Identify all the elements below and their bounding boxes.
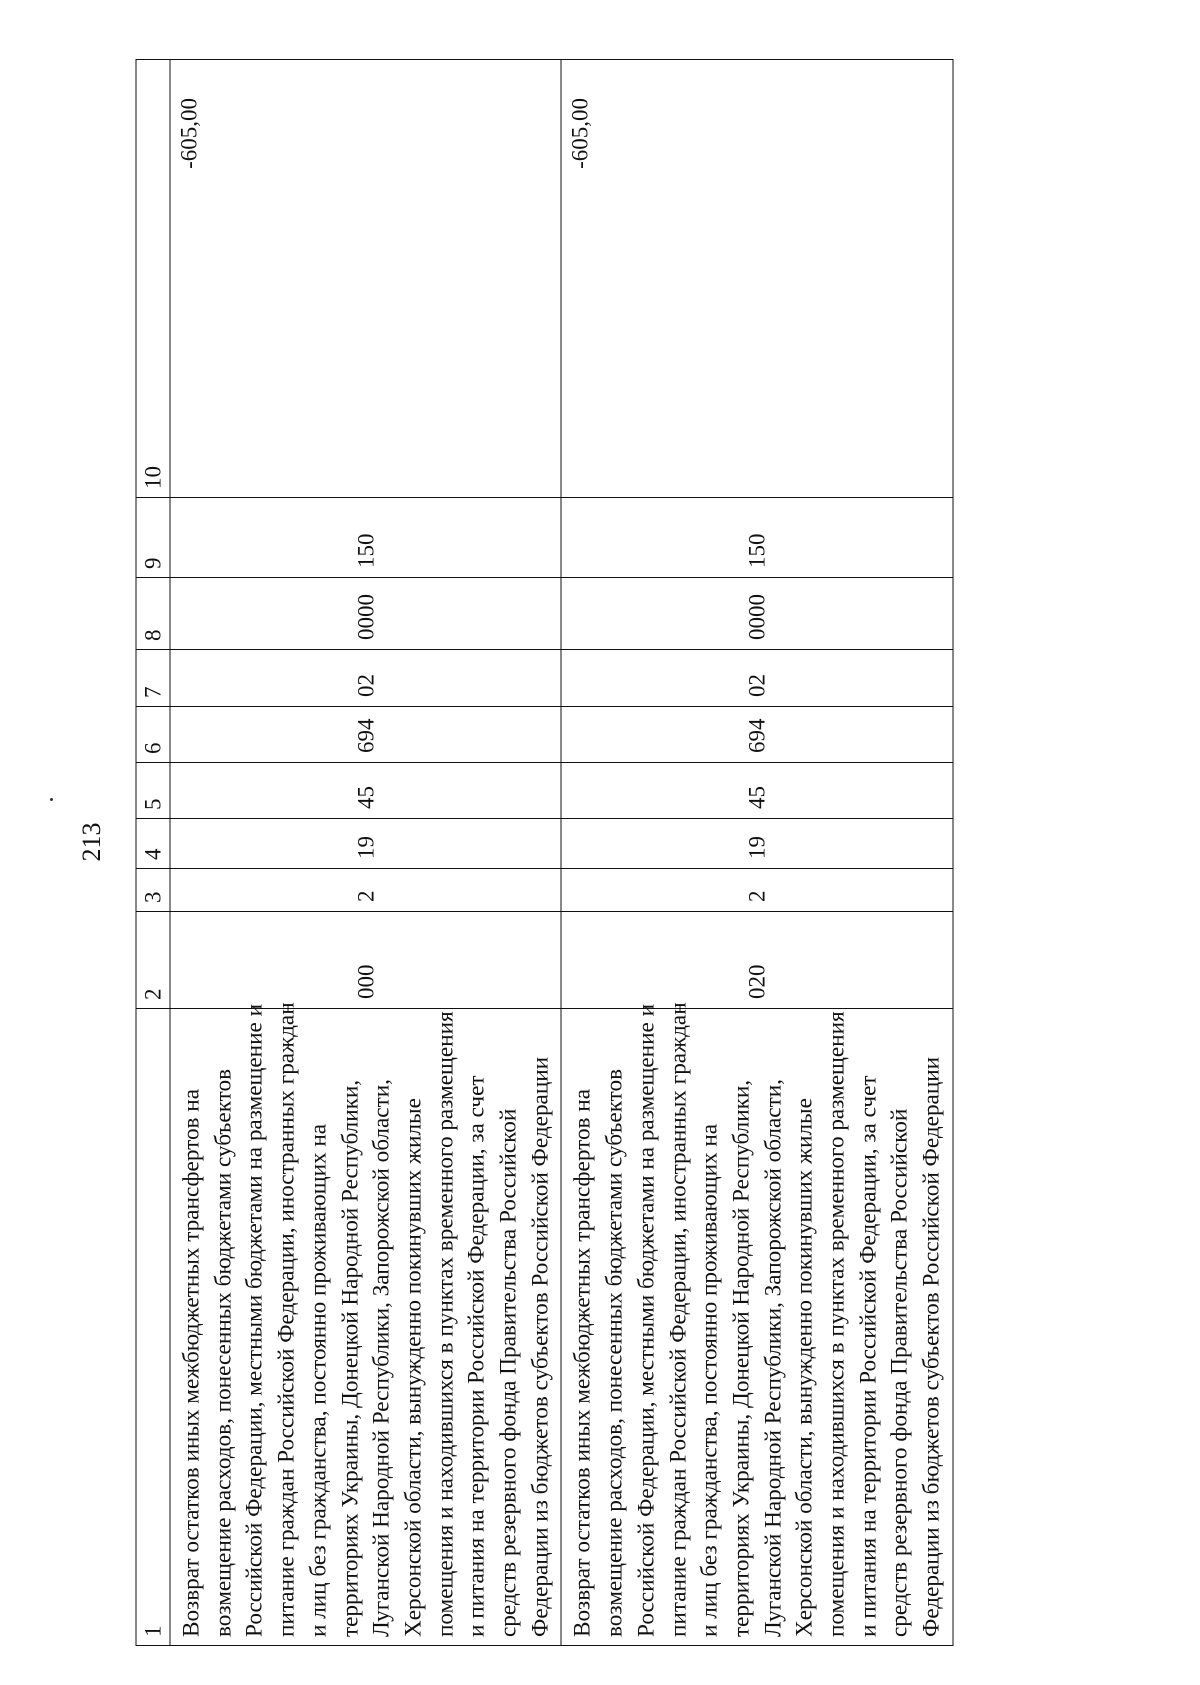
table-row — [170, 60, 561, 1646]
description-line: и питания на территории Российской Федерации, за счет — [463, 1075, 490, 1637]
description-line: и лиц без гражданства, постоянно проживающих на — [305, 1123, 332, 1637]
budget-table — [136, 59, 954, 1646]
description-line: Федерации из бюджетов субъектов Российской Федерации — [527, 1056, 554, 1637]
article-code-cell: 45 — [170, 763, 561, 819]
header-col-6: 6 — [136, 707, 170, 763]
description-line: и питания на территории Российской Федерации, за счет — [855, 1075, 882, 1637]
header-col-7: 7 — [136, 650, 170, 707]
classification-code-cell: 150 — [170, 498, 561, 578]
description-line: Херсонской области, вынужденно покинувших жилые — [400, 1098, 427, 1637]
program-code-cell: 0000 — [170, 578, 561, 650]
group-code-cell: 2 — [170, 869, 561, 912]
description-line: помещения и находившихся в пунктах временного размещения — [432, 1011, 459, 1637]
article-code-cell: 45 — [561, 763, 952, 819]
table-row — [561, 60, 952, 1646]
description-line: питание граждан Российской Федерации, иностранных граждан — [665, 1002, 692, 1637]
description-cell — [561, 1002, 952, 1646]
header-col-4: 4 — [136, 819, 170, 869]
program-code-cell: 0000 — [561, 578, 952, 650]
description-line: Возврат остатков иных межбюджетных трансфертов на — [569, 1089, 596, 1637]
group-code-cell: 2 — [561, 869, 952, 912]
header-col-8: 8 — [136, 578, 170, 650]
description-line: средств резервного фонда Правительства Российской — [495, 1108, 522, 1637]
scan-speck — [50, 798, 53, 801]
description-line: возмещение расходов, понесенных бюджетами субъектов — [601, 1068, 628, 1637]
admin-code-cell: 020 — [561, 912, 952, 1009]
description-line: возмещение расходов, понесенных бюджетами субъектов — [210, 1068, 237, 1637]
description-line: Российской Федерации, местными бюджетами на размещение и — [241, 1004, 268, 1637]
description-line: территориях Украины, Донецкой Народной Республики, — [728, 1079, 755, 1637]
element-code-cell: 02 — [561, 650, 952, 707]
header-col-9: 9 — [136, 498, 170, 578]
description-line: территориях Украины, Донецкой Народной Республики, — [337, 1079, 364, 1637]
header-col-10: 10 — [136, 60, 170, 498]
description-line: и лиц без гражданства, постоянно проживающих на — [696, 1123, 723, 1637]
description-line: питание граждан Российской Федерации, иностранных граждан — [273, 1002, 300, 1637]
classification-code-cell: 150 — [561, 498, 952, 578]
description-line: Возврат остатков иных межбюджетных трансфертов на — [178, 1089, 205, 1637]
description-line: Луганской Народной Республики, Запорожской области, — [368, 1079, 395, 1637]
description-cell — [170, 1002, 561, 1646]
element-code-cell: 02 — [170, 650, 561, 707]
subgroup-code-cell: 19 — [561, 819, 952, 869]
header-col-2: 2 — [136, 912, 170, 1009]
subarticle-code-cell: 694 — [170, 707, 561, 763]
description-line: средств резервного фонда Правительства Российской — [886, 1108, 913, 1637]
header-row — [136, 60, 170, 1646]
description-line: Российской Федерации, местными бюджетами на размещение и — [633, 1004, 660, 1637]
description-line: Федерации из бюджетов субъектов Российской Федерации — [918, 1056, 945, 1637]
subgroup-code-cell: 19 — [170, 819, 561, 869]
admin-code-cell: 000 — [170, 912, 561, 1009]
subarticle-code-cell: 694 — [561, 707, 952, 763]
description-line: помещения и находившихся в пунктах временного размещения — [823, 1011, 850, 1637]
description-line: Луганской Народной Республики, Запорожской области, — [760, 1079, 787, 1637]
header-col-5: 5 — [136, 763, 170, 819]
amount-cell: -605,00 — [170, 60, 561, 498]
page-number: 213 — [77, 822, 106, 862]
description-line: Херсонской области, вынужденно покинувших жилые — [791, 1098, 818, 1637]
header-col-1: 1 — [136, 1009, 170, 1646]
amount-cell: -605,00 — [561, 60, 952, 498]
rotated-table-container — [136, 60, 945, 1646]
header-col-3: 3 — [136, 869, 170, 912]
